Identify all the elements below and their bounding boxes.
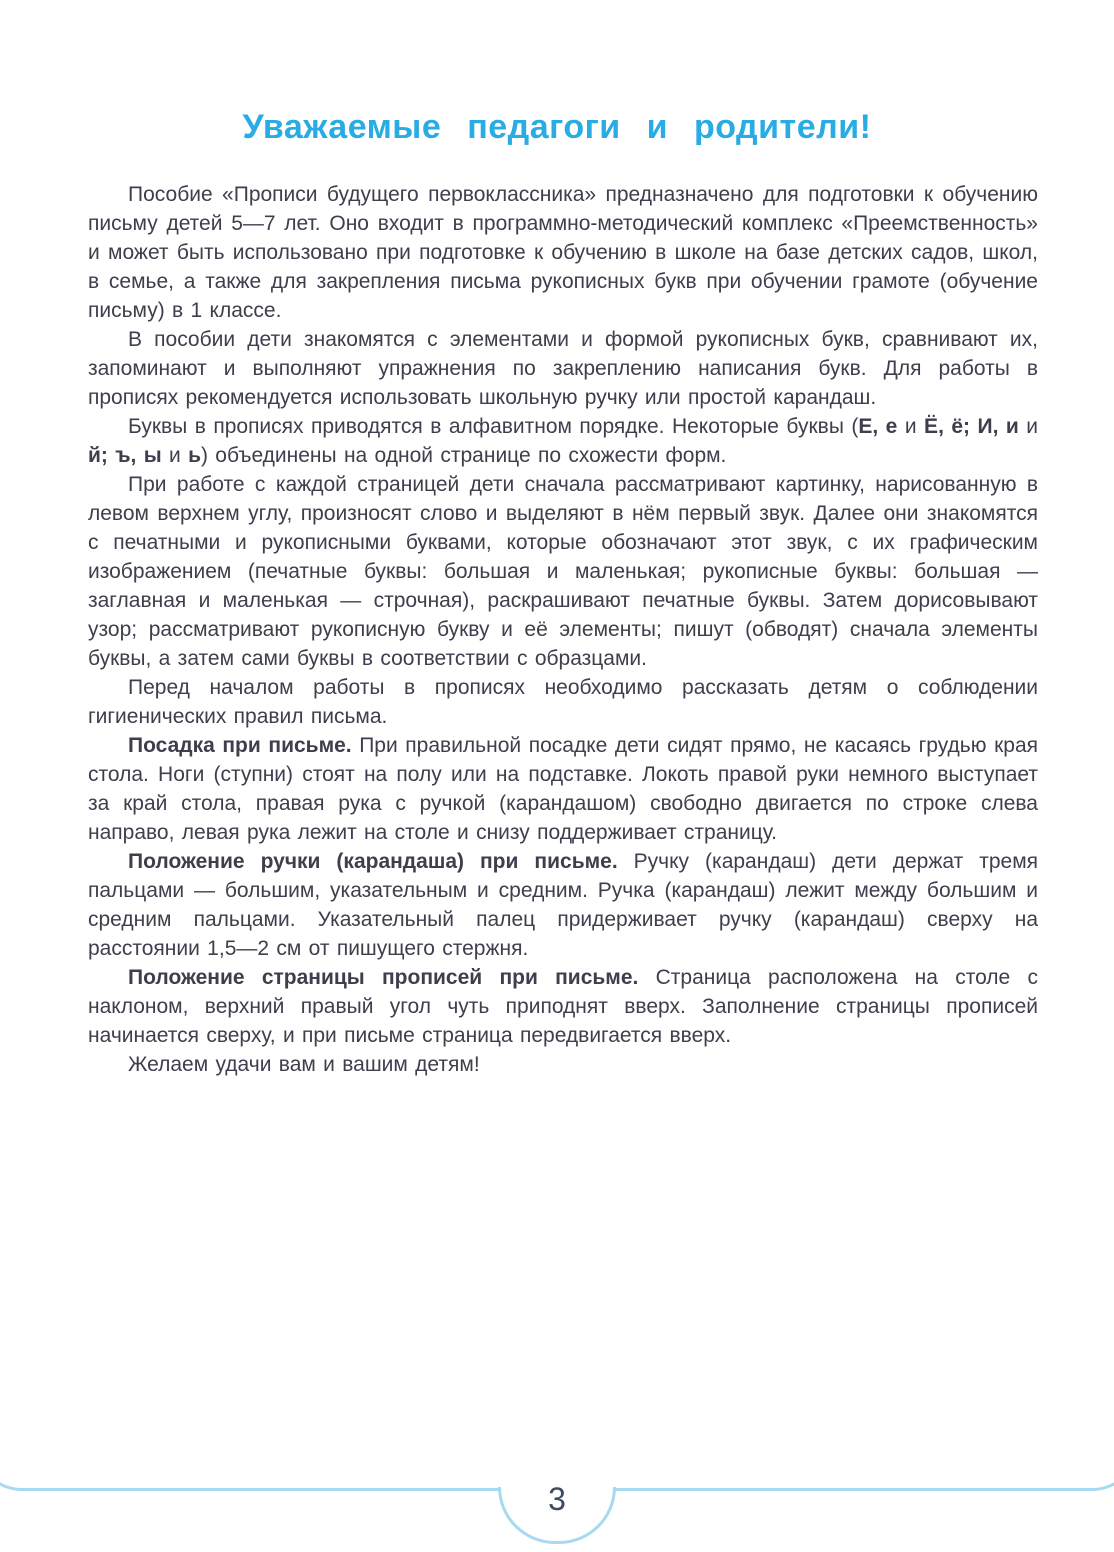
text-segment: и — [897, 415, 925, 438]
paragraph — [88, 731, 1038, 847]
page-title: Уважаемые педагоги и родители! — [242, 108, 872, 146]
paragraph — [88, 963, 1038, 1050]
paragraph — [88, 412, 1038, 470]
paragraph — [88, 470, 1038, 673]
paragraph — [88, 673, 1038, 731]
page-number-tab — [498, 1481, 616, 1544]
text-segment: При правильной посадке дети сидят прямо, не касаясь грудью края стола. Ноги (ступни) стоят на полу или на подставке. Локоть правой руки немного выступает за край стола, правая рука с ручкой (карандашом) свободно двигается по строке слева направо, левая рука лежит на столе и снизу поддерживает страницу. — [88, 734, 1039, 844]
bold-text-segment: Посадка при письме. — [128, 734, 352, 757]
text-segment: и — [161, 444, 189, 467]
paragraph — [88, 1050, 1038, 1079]
page-number: 3 — [548, 1481, 566, 1517]
text-segment: Желаем удачи вам и вашим детям! — [128, 1053, 480, 1076]
paragraph — [88, 847, 1038, 963]
text-segment: Ручку (карандаш) дети держат тремя пальцами — большим, указательным и средним. Ручка (карандаш) лежит между большим и средним пальцами. Указательный палец придерживает ручку (карандаш) сверху на расстоянии 1,5—2 см от пишущего стержня. — [88, 850, 1038, 960]
text-segment: Перед началом работы в прописях необходимо рассказать детям о соблюдении гигиенических правил письма. — [88, 676, 1038, 728]
paragraph — [88, 180, 1038, 325]
text-segment: Страница расположена на столе с наклоном, верхний правый угол чуть приподнят вверх. Заполнение страницы прописей начинается сверху, и при письме страница передвигается вверх. — [88, 966, 1038, 1047]
text-segment: ) объединены на одной странице по схожести форм. — [200, 444, 727, 467]
bold-text-segment: Положение страницы прописей при письме. — [128, 966, 639, 989]
text-segment: В пособии дети знакомятся с элементами и формой рукописных букв, сравнивают их, запоминают и выполняют упражнения по закреплению написания букв. Для работы в прописях рекомендуется использовать школьную ручку или простой карандаш. — [88, 328, 1038, 409]
paragraph — [88, 325, 1038, 412]
text-segment: При работе с каждой страницей дети сначала рассматривают картинку, нарисованную в левом верхнем углу, произносят слово и выделяют в нём первый звук. Далее они знакомятся с печатными и рукописными буквами, которые обозначают этот звук, с их графическим изображением (печатные буквы: большая и маленькая; рукописные буквы: большая — заглавная и маленькая — строчная), раскрашивают печатные буквы. Затем дорисовывают узор; рассматривают рукописную букву и её элементы; пишут (обводят) сначала элементы буквы, а затем сами буквы в соответствии с образцами. — [88, 473, 1038, 670]
body-text — [88, 180, 1038, 1079]
bold-text-segment: Ё, ё; И, и — [924, 415, 1019, 438]
bold-text-segment: й; ъ, ы — [88, 444, 162, 467]
text-segment: Буквы в прописях приводятся в алфавитном порядке. Некоторые буквы ( — [128, 415, 859, 438]
bold-text-segment: Е, е — [858, 415, 898, 438]
bold-text-segment: ь — [188, 444, 201, 467]
text-segment: и — [1018, 415, 1038, 438]
bold-text-segment: Положение ручки (карандаша) при письме. — [128, 850, 618, 873]
text-segment: Пособие «Прописи будущего первоклассника» предназначено для подготовки к обучению письму детей 5—7 лет. Оно входит в программно-методический комплекс «Преемственность» и может быть использовано при подготовке к обучению в школе на базе детских садов, школ, в семье, а также для закрепления письма рукописных букв при обучении грамоте (обучение письму) в 1 классе. — [88, 183, 1038, 322]
